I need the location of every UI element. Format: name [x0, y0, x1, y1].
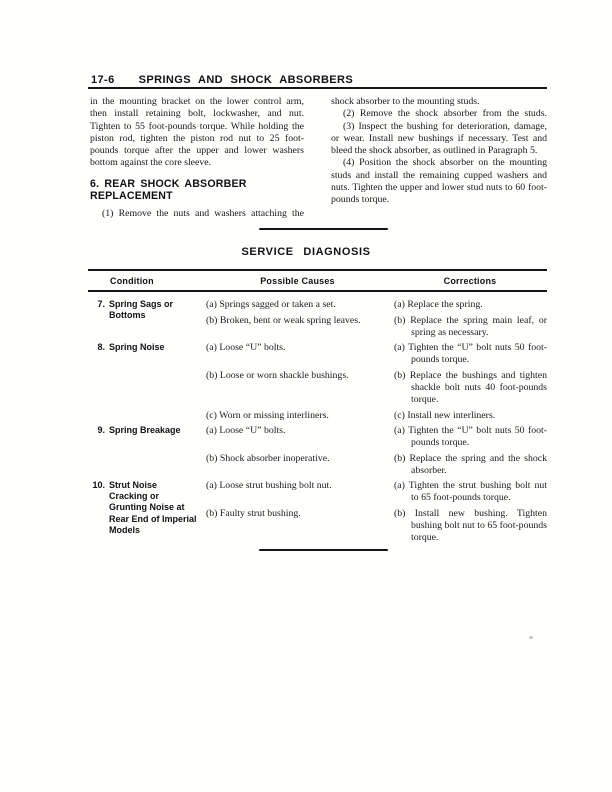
table-row: [90, 480, 547, 544]
diagnosis-table: [90, 299, 547, 547]
cause-cell: (a) Loose “U” bolts.: [206, 342, 286, 353]
row-number: 10.: [92, 480, 105, 490]
table-row: [90, 425, 547, 477]
scan-speck: [529, 636, 533, 639]
cause-correction-pair: [206, 480, 547, 504]
cause-cell: (a) Loose “U” bolts.: [206, 425, 286, 436]
correction-cell: (b) Replace the spring and the shock absorber.: [394, 453, 548, 476]
cause-correction-pair: [206, 370, 547, 406]
table-end-rule: [259, 549, 388, 551]
cause-cell: (b) Shock absorber inoperative.: [206, 453, 330, 464]
cause-correction-pair: [206, 508, 547, 544]
page-header: [91, 74, 547, 86]
column-header-condition: Condition: [110, 276, 154, 286]
header-rule: [88, 87, 547, 89]
body-paragraph: in the mounting bracket on the lower control arm, then install retaining bolt, lockwasher, and nut. Tighten to 55 foot-pounds torque. While holding the piston rod, tighten the piston rod nut to 25 foot-pounds torque after the upper and lower washers bottom against the core sleeve.: [90, 96, 304, 169]
cause-correction-pair: [206, 299, 547, 311]
correction-cell: (a) Tighten the strut bushing bolt nut to 65 foot-pounds torque.: [394, 480, 547, 503]
left-column: [90, 96, 304, 221]
chapter-title: SPRINGS AND SHOCK ABSORBERS: [138, 74, 354, 86]
row-number: 8.: [97, 342, 105, 352]
cause-cell: (c) Worn or missing interliners.: [206, 410, 329, 421]
cause-cell: (b) Broken, bent or weak spring leaves.: [206, 315, 361, 326]
correction-cell: (b) Replace the bushings and tighten shackle bolt nuts 40 foot-pounds torque.: [394, 370, 547, 405]
section-heading: 6. REAR SHOCK ABSORBER REPLACEMENT: [90, 177, 247, 203]
condition-cell: Spring Noise: [109, 342, 165, 352]
correction-cell: (a) Tighten the “U” bolt nuts 50 foot-pounds torque.: [394, 425, 547, 448]
correction-cell: (a) Tighten the “U” bolt nuts 50 foot-pounds torque.: [394, 342, 547, 365]
body-paragraph: (2) Remove the shock absorber from the studs.: [343, 108, 547, 120]
cause-cell: (a) Springs sagged or taken a set.: [206, 299, 336, 310]
body-paragraph: (3) Inspect the bushing for deterioration, damage, or wear. Install new bushings if necessary. Test and bleed the shock absorber, as outlined in Paragraph 5.: [331, 120, 547, 157]
right-column: [331, 96, 547, 207]
cause-correction-pair: [206, 453, 547, 477]
cause-cell: (b) Faulty strut bushing.: [206, 508, 301, 519]
correction-cell: (a) Replace the spring.: [394, 299, 483, 310]
body-paragraph: (1) Remove the nuts and washers attaching the: [102, 208, 304, 220]
page-number: 17-6: [91, 74, 115, 86]
cause-cell: (a) Loose strut bushing bolt nut.: [206, 480, 332, 491]
section-divider-rule: [259, 228, 388, 230]
table-header-rule-bottom: [88, 290, 547, 292]
cause-correction-pair: [206, 342, 547, 366]
correction-cell: (b) Replace the spring main leaf, or spring as necessary.: [394, 315, 547, 338]
table-title: SERVICE DIAGNOSIS: [241, 246, 371, 258]
condition-cell: Spring Breakage: [109, 425, 181, 435]
cause-cell: (b) Loose or worn shackle bushings.: [206, 370, 349, 381]
cause-correction-pair: [206, 410, 547, 422]
row-number: 7.: [97, 299, 105, 309]
condition-cell: Spring Sags or Bottoms: [109, 299, 174, 321]
body-paragraph: (4) Position the shock absorber on the mounting studs and install the remaining cupped washers and nuts. Tighten the upper and lower stud nuts to 60 foot-pounds torque.: [331, 157, 547, 206]
table-header-rule-top: [88, 269, 547, 271]
condition-cell: Strut Noise Cracking or Grunting Noise at Rear End of Imperial Models: [109, 480, 197, 535]
body-paragraph: shock absorber to the mounting studs.: [331, 96, 480, 107]
cause-correction-pair: [206, 425, 547, 449]
column-header-possible-causes: Possible Causes: [260, 276, 335, 286]
row-number: 9.: [97, 425, 105, 435]
table-row: [90, 342, 547, 422]
table-row: [90, 299, 547, 339]
correction-cell: (c) Install new interliners.: [394, 410, 496, 421]
column-header-corrections: Corrections: [443, 276, 497, 286]
correction-cell: (b) Install new bushing. Tighten bushing bolt nut to 65 foot-pounds torque.: [394, 508, 547, 543]
cause-correction-pair: [206, 315, 547, 339]
